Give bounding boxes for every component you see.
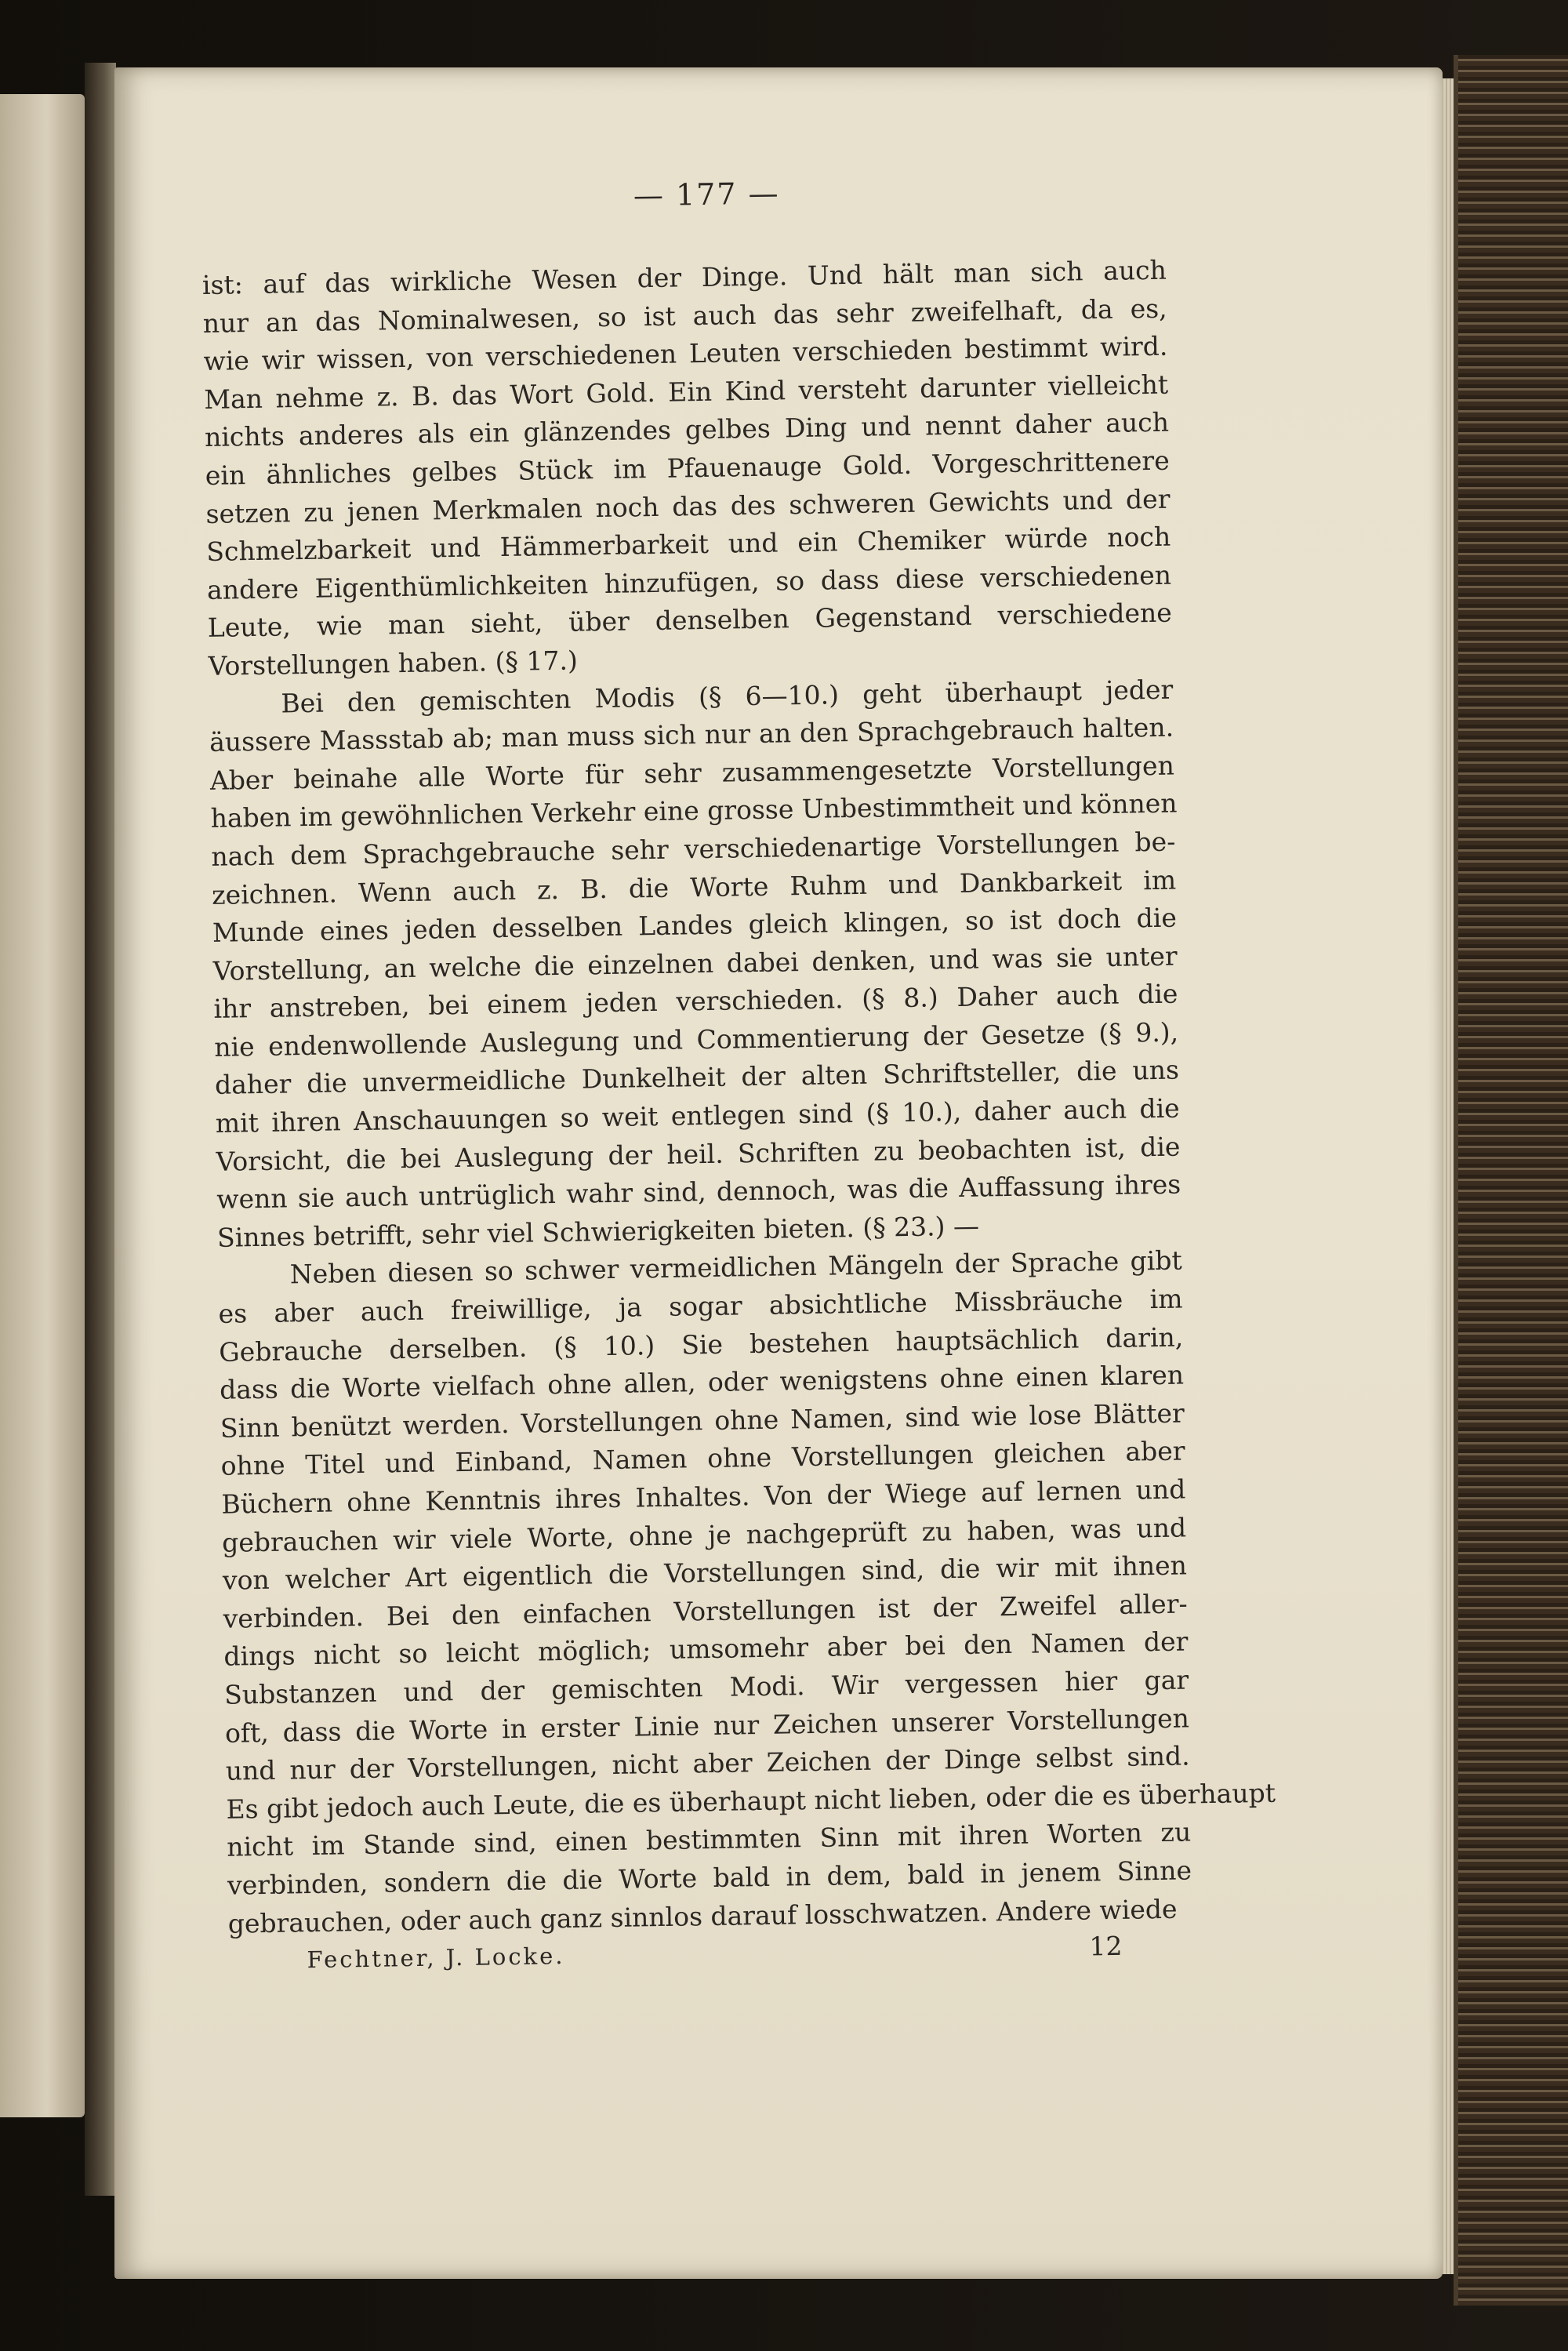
- text-line: dass die Worte vielfach ohne allen, oder wenigstens ohne einen klaren: [219, 1359, 1185, 1406]
- book-cover-edge: [1454, 55, 1568, 2306]
- text-line: setzen zu jenen Merkmalen noch das des schweren Gewichts und der: [205, 483, 1171, 529]
- text-line: ihr anstreben, bei einem jeden verschieden. (§ 8.) Daher auch die: [213, 978, 1178, 1025]
- text-line: Schmelzbarkeit und Hämmerbarkeit und ein Chemiker würde noch: [206, 521, 1171, 568]
- text-line: mit ihren Anschauungen so weit entlegen sind (§ 10.), daher auch die: [215, 1092, 1180, 1139]
- sheet-number: 12: [1089, 1930, 1123, 1962]
- text-line: ohne Titel und Einband, Namen ohne Vorstellungen gleichen aber: [220, 1435, 1185, 1482]
- paragraph-3: [217, 1242, 1276, 1943]
- text-line: Es gibt jedoch auch Leute, die es überhaupt nicht lieben, oder die es überhaupt: [226, 1777, 1276, 1825]
- page-text: [201, 170, 1276, 1987]
- text-line: dings nicht so leicht möglich; umsomehr aber bei den Namen der: [223, 1626, 1189, 1673]
- text-line: Man nehme z. B. das Wort Gold. Ein Kind versteht darunter vielleicht: [203, 369, 1169, 415]
- text-line: Sinnes betrifft, sehr viel Schwierigkeiten bieten. (§ 23.) —: [216, 1210, 980, 1253]
- paragraph-2: [209, 670, 1181, 1257]
- text-line: von welcher Art eigentlich die Vorstellungen sind, die wir mit ihnen: [222, 1550, 1188, 1596]
- page-number-header: — 177 —: [633, 176, 780, 213]
- text-line: wie wir wissen, von verschiedenen Leuten verschieden bestimmt wird.: [203, 330, 1168, 377]
- text-line: verbinden. Bei den einfachen Vorstellungen ist der Zweifel aller-: [223, 1588, 1188, 1634]
- paragraph-1: [202, 252, 1173, 686]
- text-line: Bei den gemischten Modis (§ 6—10.) geht überhaupt jeder: [281, 674, 1174, 719]
- text-line: Vorstellung, an welche die einzelnen dabei denken, und was sie unter: [212, 940, 1178, 987]
- text-line: Sinn benützt werden. Vorstellungen ohne Namen, sind wie lose Blätter: [220, 1397, 1185, 1444]
- previous-page-edge: [0, 94, 85, 2117]
- text-line: Gebrauche derselben. (§ 10.) Sie bestehen hauptsächlich darin,: [219, 1321, 1184, 1368]
- text-line: ist: auf das wirkliche Wesen der Dinge. Und hält man sich auch: [201, 254, 1167, 300]
- text-line: Neben diesen so schwer vermeidlichen Mängeln der Sprache gibt: [289, 1245, 1183, 1290]
- text-line: Munde eines jeden desselben Landes gleich klingen, so ist doch die: [212, 902, 1178, 948]
- text-line: haben im gewöhnlichen Verkehr eine grosse Unbestimmtheit und können: [210, 787, 1178, 834]
- text-line: nie endenwollende Auslegung und Commentierung der Gesetze (§ 9.),: [213, 1016, 1179, 1063]
- text-line: verbinden, sondern die die Worte bald in dem, bald in jenem Sinne: [227, 1855, 1192, 1901]
- text-line: und nur der Vorstellungen, nicht aber Zeichen der Dinge selbst sind.: [225, 1740, 1190, 1786]
- text-line: zeichnen. Wenn auch z. B. die Worte Ruhm und Dankbarkeit im: [211, 864, 1177, 910]
- text-line: oft, dass die Worte in erster Linie nur Zeichen unserer Vorstellungen: [224, 1702, 1190, 1749]
- text-line: äussere Massstab ab; man muss sich nur an den Sprachgebrauch halten.: [209, 711, 1174, 758]
- signature-mark: Fechtner, J. Locke.: [307, 1942, 565, 1974]
- text-line: Vorsicht, die bei Auslegung der heil. Schriften zu beobachten ist, die: [216, 1131, 1181, 1177]
- book-page: [114, 67, 1443, 2279]
- book-gutter: [85, 63, 116, 2196]
- text-line: daher die unvermeidliche Dunkelheit der alten Schriftsteller, die uns: [214, 1055, 1180, 1101]
- text-line: es aber auch freiwillige, ja sogar absichtliche Missbräuche im: [218, 1283, 1183, 1329]
- text-line: Aber beinahe alle Worte für sehr zusammengesetzte Vorstellungen: [209, 750, 1175, 796]
- text-line: nach dem Sprachgebrauche sehr verschiedenartige Vorstellungen be-: [211, 826, 1176, 872]
- text-line: Büchern ohne Kenntnis ihres Inhaltes. Von der Wiege auf lernen und: [221, 1473, 1186, 1520]
- text-line: andere Eigenthümlichkeiten hinzufügen, so dass diese verschiedenen: [206, 559, 1172, 605]
- text-line: Leute, wie man sieht, über denselben Gegenstand verschiedene: [207, 597, 1173, 644]
- text-line: Vorstellungen haben. (§ 17.): [208, 645, 579, 681]
- text-line: gebrauchen wir viele Worte, ohne je nachgeprüft zu haben, was und: [221, 1512, 1187, 1558]
- text-line: gebrauchen, oder auch ganz sinnlos darauf losschwatzen. Andere wiede: [227, 1893, 1178, 1939]
- text-line: nur an das Nominalwesen, so ist auch das sehr zweifelhaft, da es,: [202, 293, 1167, 339]
- text-line: Substanzen und der gemischten Modi. Wir vergessen hier gar: [223, 1664, 1189, 1710]
- text-line: nicht im Stande sind, einen bestimmten Sinn mit ihren Worten zu: [226, 1816, 1192, 1863]
- text-line: ein ähnliches gelbes Stück im Pfauenauge Gold. Vorgeschrittenere: [205, 445, 1170, 491]
- text-line: nichts anderes als ein glänzendes gelbes Ding und nennt daher auch: [204, 407, 1170, 453]
- text-line: wenn sie auch untrüglich wahr sind, dennoch, was die Auffassung ihres: [216, 1168, 1181, 1215]
